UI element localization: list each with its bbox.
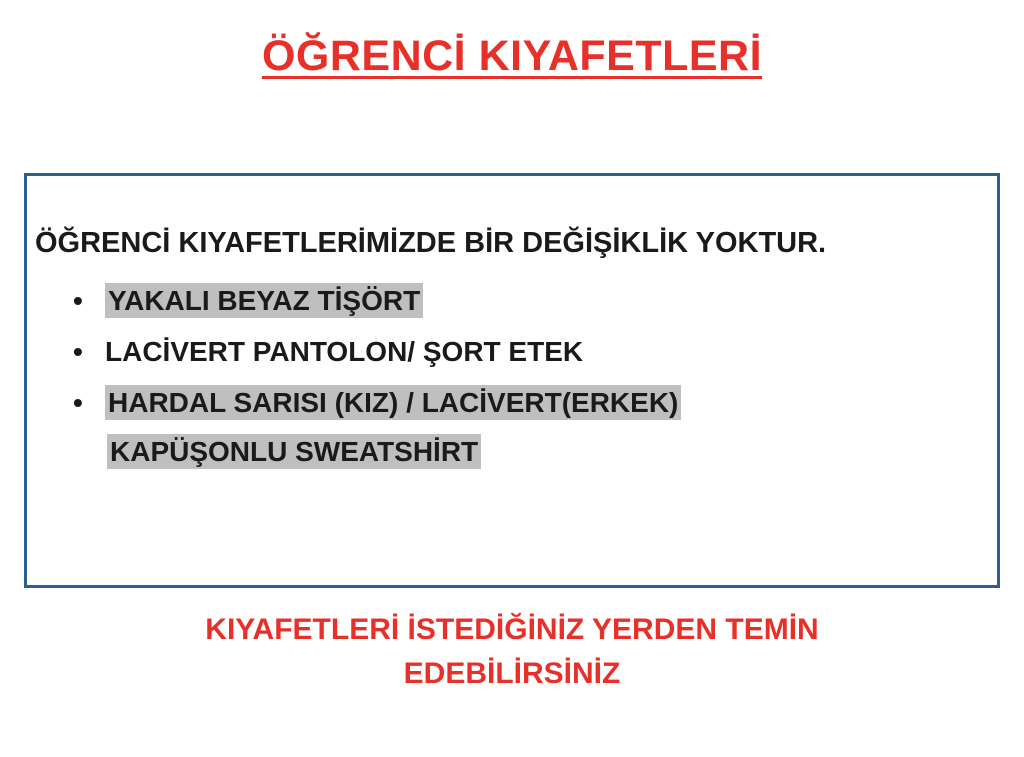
list-item	[61, 283, 997, 318]
poster-page	[0, 33, 1024, 757]
uniform-list	[27, 283, 997, 469]
bullet-icon: •	[73, 335, 83, 367]
list-item	[61, 334, 997, 369]
content-box	[24, 173, 1000, 588]
footer-line-1: KIYAFETLERİ İSTEDİĞİNİZ YERDEN TEMİN	[205, 613, 819, 646]
list-item-label: YAKALI BEYAZ TİŞÖRT	[105, 283, 423, 318]
list-item-label: LACİVERT PANTOLON/ ŞORT ETEK	[105, 335, 584, 367]
page-title: ÖĞRENCİ KIYAFETLERİ	[261, 32, 763, 80]
list-item-label-continued: KAPÜŞONLU SWEATSHİRT	[107, 434, 481, 469]
footer-line-2: EDEBİLİRSİNİZ	[403, 656, 621, 690]
bullet-icon: •	[73, 386, 83, 418]
intro-text: ÖĞRENCİ KIYAFETLERİMİZDE BİR DEĞİŞİKLİK YOKTUR.	[35, 227, 827, 259]
list-item-label: HARDAL SARISI (KIZ) / LACİVERT(ERKEK)	[105, 385, 681, 420]
footer-note	[0, 608, 1024, 695]
bullet-icon: •	[73, 284, 83, 316]
list-item	[61, 385, 997, 469]
